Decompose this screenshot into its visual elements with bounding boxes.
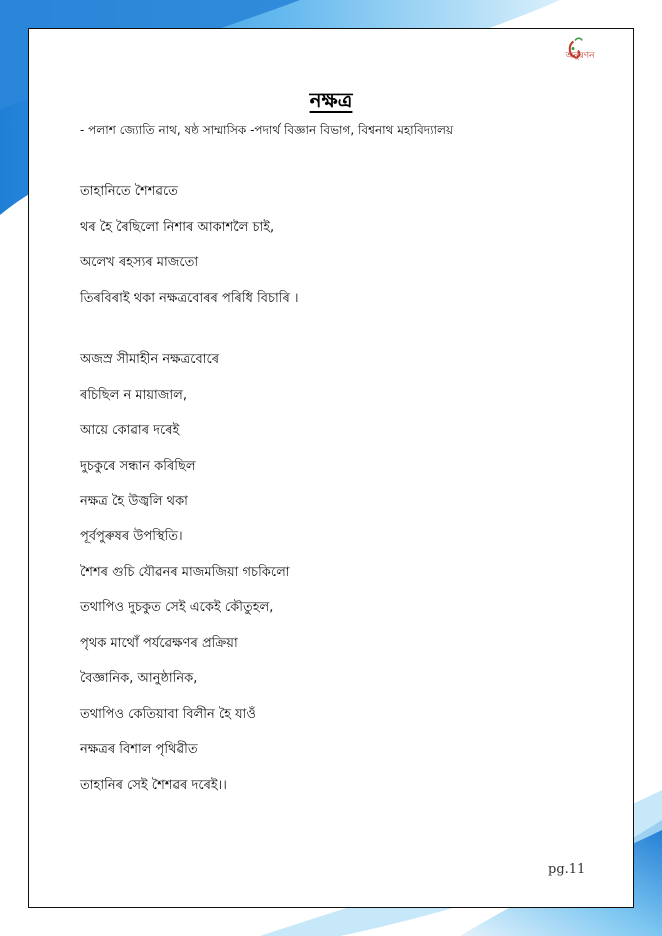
author-byline: - পলাশ জ্যোতি নাথ, ষষ্ঠ সাম্মাসিক -পদাৰ্থ বিজ্ঞান বিভাগ, বিশ্বনাথ মহাবিদ্যালয় [80,123,454,137]
page-number: pg.11 [548,862,586,877]
poem-line: শৈশৰ গুচি যৌৱনৰ মাজমজিয়া গচকিলো [80,565,290,580]
poem-line: আয়ে কোৱাৰ দৰেই [80,423,180,438]
logo-text: অনুৰণন [565,51,595,61]
poem-line: অজস্ৰ সীমাহীন নক্ষত্ৰবোৰে [80,352,220,367]
poem-line: নক্ষত্ৰ হৈ উজ্বলি থকা [80,494,188,509]
poem-line: থৰ হৈ ৰৈছিলো নিশাৰ আকাশলৈ চাই, [80,220,275,235]
poem-line: তথাপিও দুচকুত সেই একেই কৌতুহল, [80,600,274,615]
poem-line: পৃথক মাথোঁ পৰ্যৱেক্ষণৰ প্ৰক্ৰিয়া [80,636,238,651]
poem-line: বৈজ্ঞানিক, আনুষ্ঠানিক, [80,671,198,686]
poem-line: তথাপিও কেতিয়াবা বিলীন হৈ যাওঁ [80,707,256,722]
poem-title: নক্ষত্ৰ [309,88,353,112]
poem-line: তাহানিতে শৈশৱতে [80,184,178,199]
poem-line: দুচকুৰে সন্ধান কৰিছিল [80,459,196,474]
poem-line: তাহানিৰ সেই শৈশৱৰ দৰেই।। [80,778,227,793]
poem-line: নক্ষত্ৰৰ বিশাল পৃথিৱীত [80,742,198,757]
poem-line: তিৰবিৰাই থকা নক্ষত্ৰবোৰৰ পৰিধি বিচাৰি । [80,291,299,306]
poem-line: অলেখ ৰহস্যৰ মাজতো [80,255,199,270]
poem-line: ৰচিছিল ন মায়াজাল, [80,388,187,403]
poem-line: পূৰ্বপুৰুষৰ উপস্থিতি। [80,529,183,544]
